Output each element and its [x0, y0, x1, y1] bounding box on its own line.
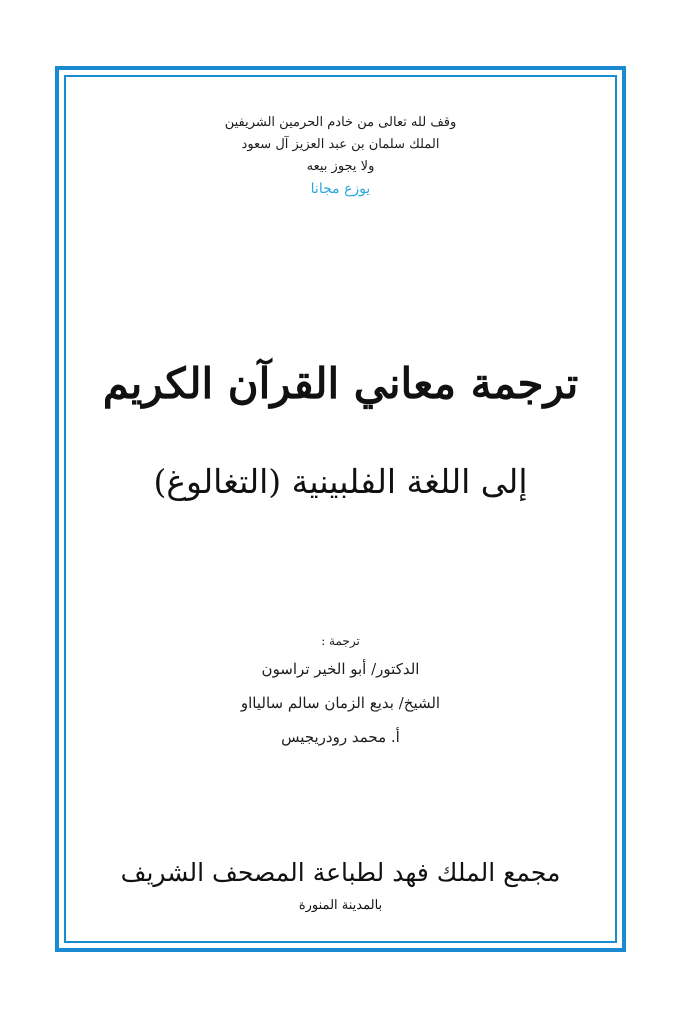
- translator-name: الشيخ/ بديع الزمان سالم ساليااو: [240, 694, 441, 712]
- publisher-name: مجمع الملك فهد لطباعة المصحف الشريف: [120, 858, 561, 887]
- free-distribution-note: يوزع مجانا: [310, 181, 371, 197]
- publisher-city: بالمدينة المنورة: [298, 898, 383, 913]
- waqf-line-1: وقف لله تعالى من خادم الحرمين الشريفين: [224, 115, 457, 130]
- translator-name: الدكتور/ أبو الخير تراسون: [261, 660, 420, 678]
- translators-section: [64, 630, 617, 754]
- waqf-line-2: الملك سلمان بن عبد العزيز آل سعود: [241, 137, 440, 152]
- waqf-notice: [64, 112, 617, 200]
- book-subtitle: إلى اللغة الفلبينية (التغالوغ): [153, 462, 528, 501]
- inner-border-frame: [64, 75, 617, 943]
- book-title: ترجمة معاني القرآن الكريم: [102, 359, 579, 408]
- waqf-line-3: ولا يجوز بيعه: [306, 159, 375, 174]
- translator-name: أ. محمد رودريجيس: [281, 728, 400, 746]
- translators-label: ترجمة :: [321, 634, 360, 648]
- publisher-section: [64, 852, 617, 918]
